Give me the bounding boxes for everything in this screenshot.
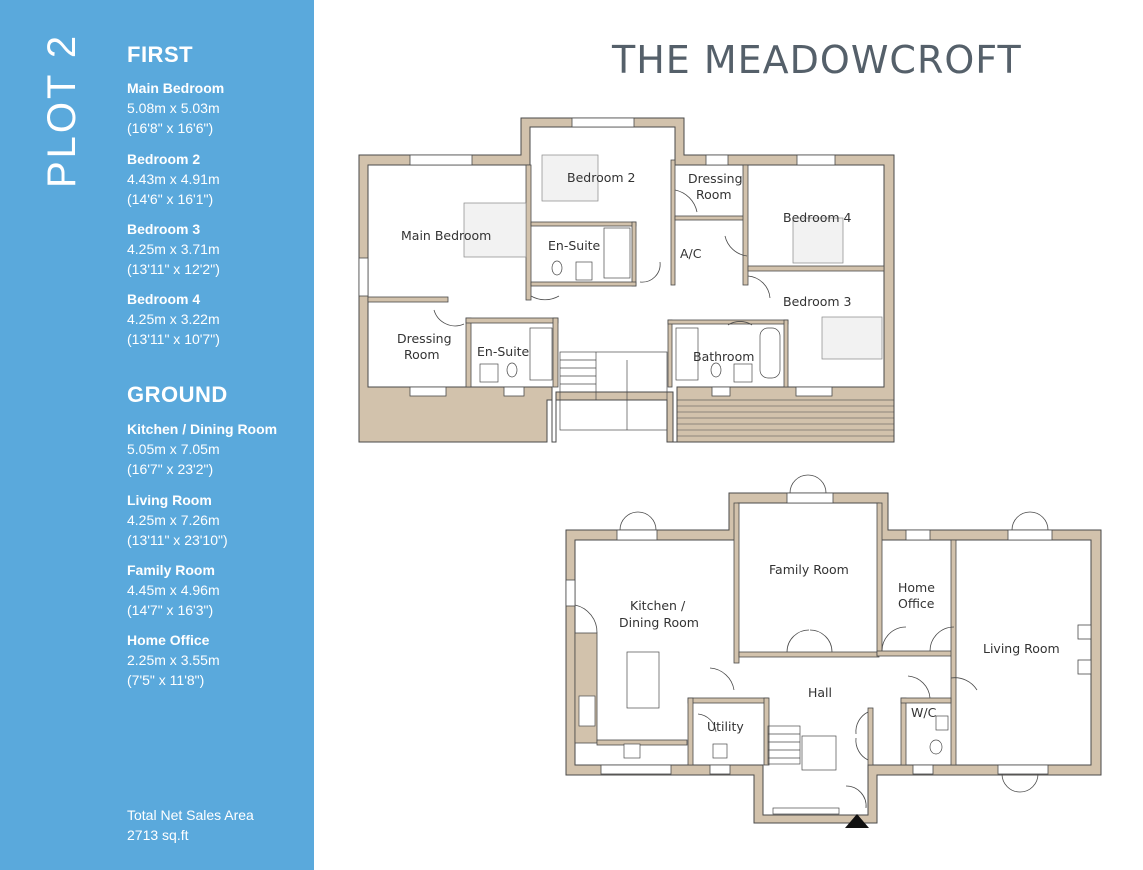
plan-label-family-room: Family Room: [769, 562, 849, 577]
house-title: THE MEADOWCROFT: [612, 38, 1022, 82]
plan-label-wc: W/C: [911, 705, 937, 720]
plan-label-dressing-room-top-2: Room: [696, 187, 732, 202]
room-spec-bedroom-2: Bedroom 2 4.43m x 4.91m (14'6" x 16'1"): [127, 151, 220, 207]
room-spec-bedroom-4: Bedroom 4 4.25m x 3.22m (13'11" x 10'7"): [127, 291, 220, 347]
plan-label-bedroom-2: Bedroom 2: [567, 170, 636, 185]
total-area-label: Total Net Sales Area: [127, 807, 254, 823]
plan-label-dressing-room-top: Dressing: [688, 171, 743, 186]
plan-label-bathroom: Bathroom: [693, 349, 755, 364]
plan-label-home-office-2: Office: [898, 596, 935, 611]
plan-label-kitchen-dining-2: Dining Room: [619, 615, 699, 630]
plan-label-utility: Utility: [707, 719, 744, 734]
room-spec-kitchen-dining: Kitchen / Dining Room 5.05m x 7.05m (16'7" x 23'2"): [127, 421, 278, 477]
room-spec-main-bedroom: Main Bedroom 5.08m x 5.03m (16'8" x 16'6"): [127, 80, 225, 136]
plan-label-living-room: Living Room: [983, 641, 1060, 656]
plan-label-dressing-room-left-2: Room: [404, 347, 440, 362]
room-spec-bedroom-3: Bedroom 3 4.25m x 3.71m (13'11" x 12'2"): [127, 221, 220, 277]
plan-label-ac: A/C: [680, 246, 702, 261]
ground-floor-plan: [566, 475, 1101, 828]
plan-label-main-bedroom: Main Bedroom: [401, 228, 492, 243]
plan-label-bedroom-3: Bedroom 3: [783, 294, 852, 309]
room-spec-home-office: Home Office 2.25m x 3.55m (7'5" x 11'8"): [127, 632, 220, 688]
plot-label: PLOT 2: [40, 32, 84, 188]
plan-label-en-suite-upper: En-Suite: [548, 238, 601, 253]
ground-floor-heading: GROUND: [127, 382, 228, 407]
plan-label-hall: Hall: [808, 685, 833, 700]
room-spec-living-room: Living Room 4.25m x 7.26m (13'11" x 23'10"): [127, 492, 228, 548]
plan-label-en-suite-lower: En-Suite: [477, 344, 530, 359]
first-floor-plan: [359, 118, 894, 442]
first-floor-heading: FIRST: [127, 42, 194, 67]
plan-label-dressing-room-left: Dressing: [397, 331, 452, 346]
total-area-value: 2713 sq.ft: [127, 827, 189, 843]
plan-label-bedroom-4: Bedroom 4: [783, 210, 852, 225]
room-spec-family-room: Family Room 4.45m x 4.96m (14'7" x 16'3"): [127, 562, 220, 618]
plan-label-home-office: Home: [898, 580, 935, 595]
plan-label-kitchen-dining: Kitchen /: [630, 598, 686, 613]
